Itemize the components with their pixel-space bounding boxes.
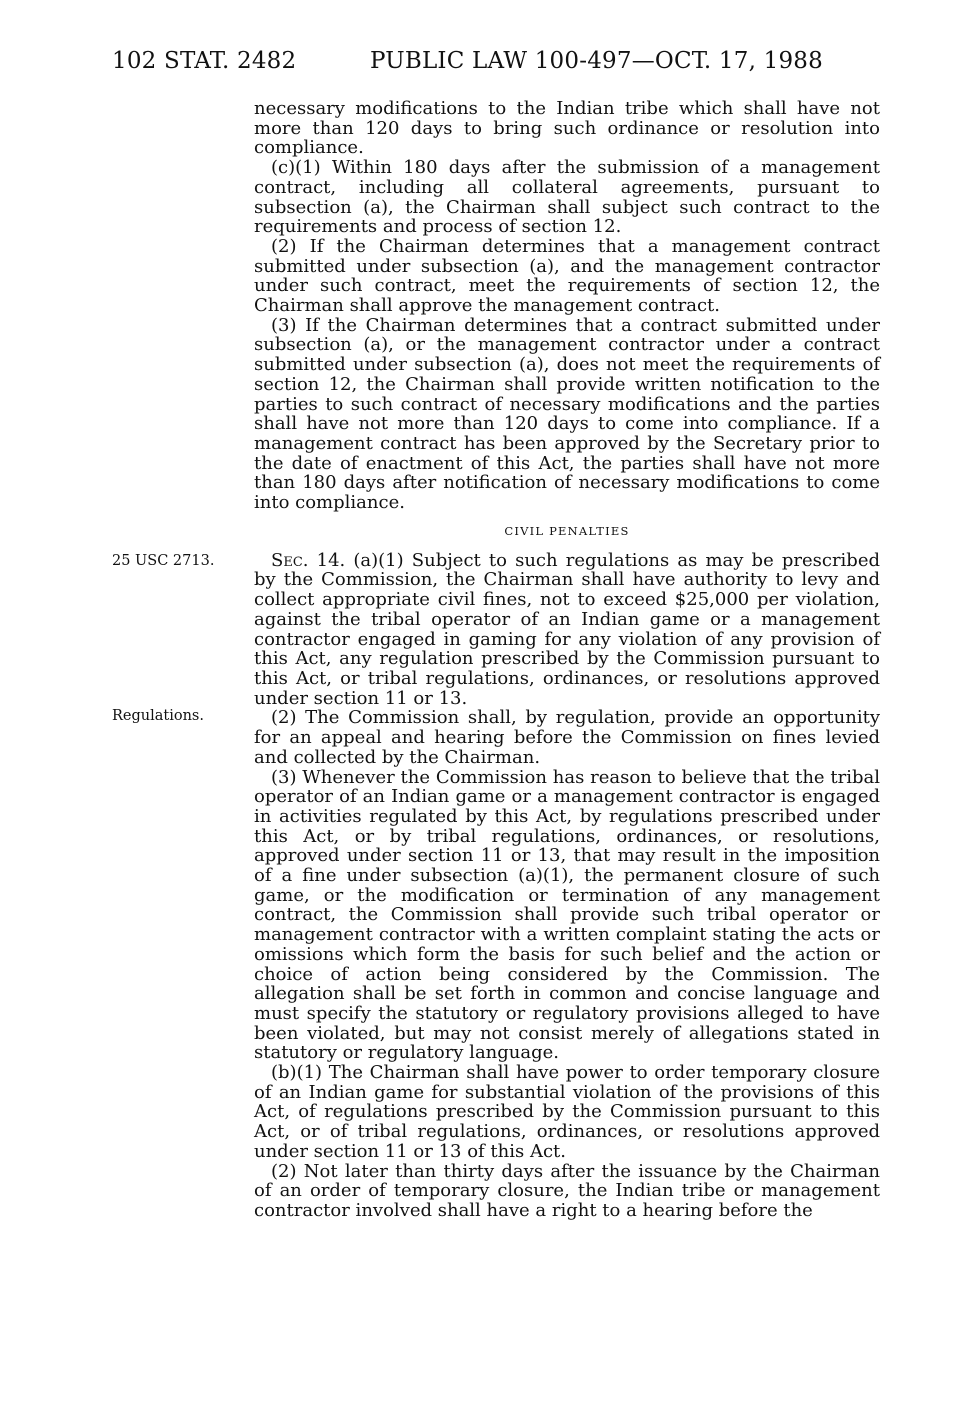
paragraph-sec14-a1-text: (a)(1) Subject to such regulations as may be prescribed by the Commission, the Chairman shall have authority to levy and collect appropriate civil fines, not to exceed $25,000 per violation, against the tribal operator of an Indian game or a management contractor engaged in gaming for any violation of any provision of this Act, any regulation prescribed by the Commission pursuant to this Act, or tribal regulations, ordinances, or resolutions approved under section 11 or 13. xyxy=(254,549,881,709)
paragraph-b2: (2) Not later than thirty days after the issuance by the Chairman of an order of temporary closure, the Indian tribe or management contractor involved shall have a right to a hearing before the xyxy=(254,1160,880,1221)
section-label: Sec. 14. xyxy=(271,549,346,571)
paragraph-a3: (3) Whenever the Commission has reason to believe that the tribal operator of an Indian game or a management contractor is engaged in activities regulated by this Act, by regulations prescribed under this Act, or by tribal regulations, ordinances, or resolutions, approved under section 11 or 13, that may result in the imposition of a fine under subsection (a)(1), the permanent closure of such game, or the modification or termination of any management contract, the Commission shall provide such tribal operator or management contractor with a written complaint stating the acts or omissions which form the basis for such belief and the action or choice of action being considered by the Commission. The allegation shall be set forth in common and concise language and must specify the statutory or regulatory provisions alleged to have been violated, but may not consist merely of allegations stated in statutory or regulatory language. xyxy=(254,766,880,1064)
margin-note-regulations: Regulations. xyxy=(112,708,204,724)
paragraph-continuation: necessary modifications to the Indian tribe which shall have not more than 120 days to bring such ordinance or resolution into compliance. xyxy=(254,98,880,159)
paragraph-a2: (2) The Commission shall, by regulation, provide an opportunity for an appeal and hearing before the Commission on fines levied and collected by the Chairman. xyxy=(254,707,880,768)
page-header xyxy=(112,48,882,78)
public-law-title: PUBLIC LAW 100-497—OCT. 17, 1988 xyxy=(370,48,823,74)
statute-page-number: 102 STAT. 2482 xyxy=(112,48,297,74)
paragraph-c1: (c)(1) Within 180 days after the submission of a management contract, including all collateral agreements, pursuant to subsection (a), the Chairman shall subject such contract to the requirements and process of section 12. xyxy=(254,157,880,238)
paragraph-b1: (b)(1) The Chairman shall have power to order temporary closure of an Indian game for substantial violation of the provisions of this Act, of regulations prescribed by the Commission pursuant to this Act, or of tribal regulations, ordinances, or resolutions approved under section 11 or 13 of this Act. xyxy=(254,1062,880,1162)
section-heading: CIVIL PENALTIES xyxy=(504,523,630,538)
margin-note-usc: 25 USC 2713. xyxy=(112,553,215,569)
paragraph-sec14-a1 xyxy=(254,551,880,709)
paragraph-c2: (2) If the Chairman determines that a management contract submitted under subsection (a), and the management contractor under such contract, meet the requirements of section 12, the Chairman shall approve the management contract. xyxy=(254,235,880,317)
main-text-column xyxy=(254,99,880,1221)
paragraph-c3: (3) If the Chairman determines that a contract submitted under subsection (a), or the management contractor under a contract submitted under subsection (a), does not meet the requirements of section 12, the Chairman shall provide written notification to the parties to such contract of necessary modifications and the parties shall have not more than 120 days to come into compliance. If a management contract has been approved by the Secretary prior to the date of enactment of this Act, the parties shall have not more than 180 days after notification of necessary modifications to come into compliance. xyxy=(254,314,880,514)
